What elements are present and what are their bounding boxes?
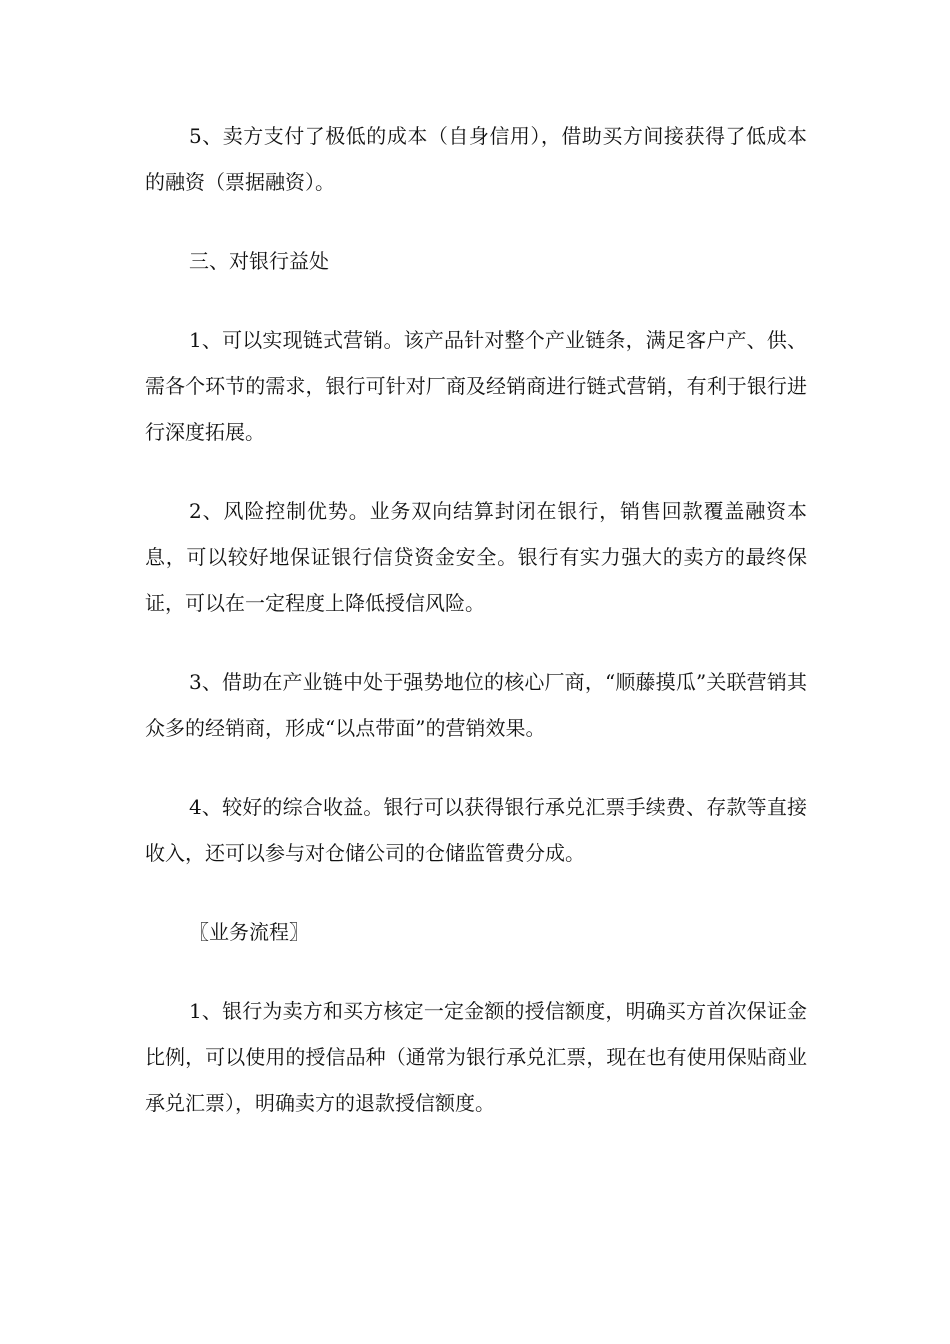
paragraph-bank-benefit-1: 1、可以实现链式营销。该产品针对整个产业链条，满足客户产、供、需各个环节的需求，银行可针对厂商及经销商进行链式营销，有利于银行进行深度拓展。 [145, 328, 807, 444]
paragraph-process-step-1: 1、银行为卖方和买方核定一定金额的授信额度，明确买方首次保证金比例，可以使用的授信品种（通常为银行承兑汇票，现在也有使用保贴商业承兑汇票），明确卖方的退款授信额度。 [145, 999, 807, 1115]
paragraph-bank-benefit-2: 2、风险控制优势。业务双向结算封闭在银行，销售回款覆盖融资本息，可以较好地保证银行信贷资金安全。银行有实力强大的卖方的最终保证，可以在一定程度上降低授信风险。 [145, 499, 807, 615]
section-heading-bank-benefits: 三、对银行益处 [189, 249, 329, 273]
paragraph-bank-benefit-4: 4、较好的综合收益。银行可以获得银行承兑汇票手续费、存款等直接收入，还可以参与对仓储公司的仓储监管费分成。 [145, 795, 807, 865]
section-heading-business-process: 〖业务流程〗 [189, 920, 309, 944]
paragraph-bank-benefit-3: 3、借助在产业链中处于强势地位的核心厂商，“顺藤摸瓜”关联营销其众多的经销商，形成“以点带面”的营销效果。 [145, 670, 807, 740]
document-page [145, 113, 807, 1159]
paragraph-seller-benefit-5: 5、卖方支付了极低的成本（自身信用），借助买方间接获得了低成本的融资（票据融资）。 [145, 124, 807, 194]
